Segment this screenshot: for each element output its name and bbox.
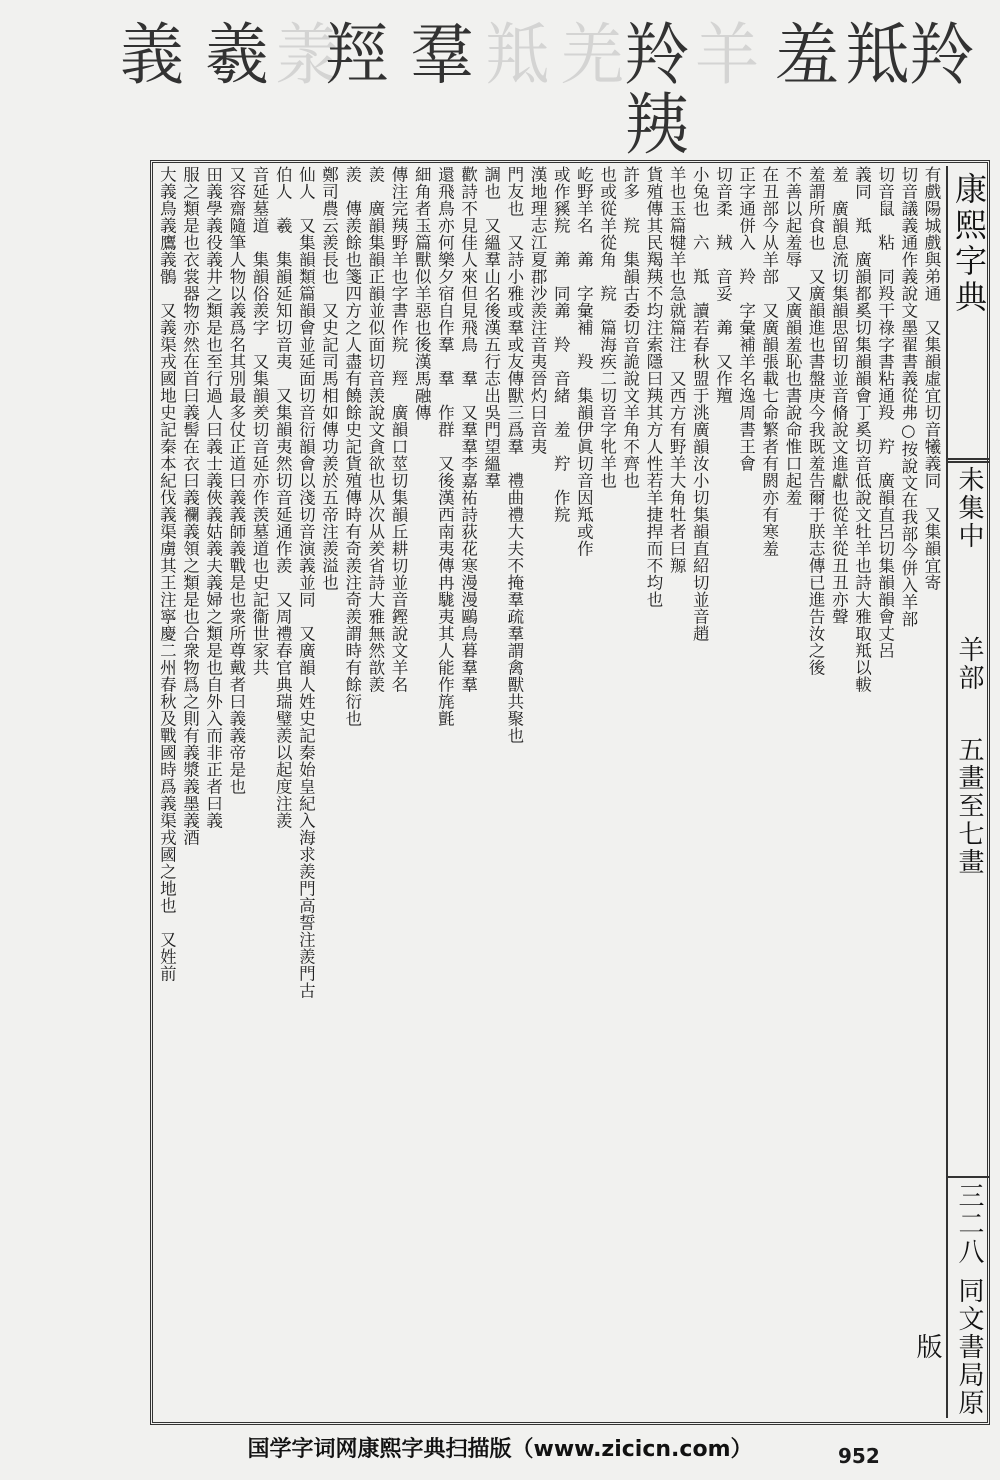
text-column: 許多 羦 集韻古委切音詭說文羊角不齊也 xyxy=(620,166,640,489)
text-column: 屹野羊名 羛 字彙補 羖 集韻伊眞切音因羝或作 xyxy=(574,166,594,557)
page-label: 三二八 xyxy=(954,1182,984,1266)
text-column: 有戲陽城戲與弟通 又集韻虛宜切音犧義同 又集韻宜寄 xyxy=(922,166,941,591)
text-column: 漢地理志江夏郡沙羨注音夷晉灼曰音夷 xyxy=(528,166,548,455)
text-column: 不善以起羞辱 又廣韻羞恥也書說命惟口起羞 xyxy=(782,166,802,506)
text-column: 歡詩不見佳人來但見飛鳥 羣 又羣羣李嘉祐詩荻花寒漫漫鷗鳥暮羣羣 xyxy=(458,166,478,693)
text-column: 傳注完羠野羊也字書作羦 羥 廣韻口莖切集韻丘耕切並音鏗說文羊名 xyxy=(389,166,409,693)
text-column: 羨 傳羨餘也箋四方之人盡有饒餘史記貨殖傳時有奇羨注奇羨謂時有餘衍也 xyxy=(342,166,362,727)
text-column: 也或從羊從角 羦 篇海疾二切音字牝羊也 xyxy=(597,166,617,489)
seal-glyph: 羲 xyxy=(205,17,271,95)
text-column: 羨 廣韻集韻正韻並似面切音羡說文貪欲也从次从羑省詩大雅無然歆羨 xyxy=(365,166,385,693)
text-column: 切音柔 羢 音妥 羛 又作羶 xyxy=(713,166,733,404)
seal-glyph: 羚 xyxy=(625,17,691,95)
text-column: 仙人 又集韻類篇韻會並延面切音衍韻會以淺切音演義並同 又廣韻人姓史記秦始皇紀入海求羨門高誓注羨門古 xyxy=(296,166,316,999)
text-column: 服之類是也衣裳器物亦然在首曰義髻在衣曰義襴義領之類是也合衆物爲之則有義漿義墨義酒 xyxy=(180,166,200,846)
text-column: 切音鼠 粘 同羖干祿字書粘通羖 羜 廣韻直呂切集韻韻會丈呂 xyxy=(875,166,895,659)
text-column: 或作豯羦 羛 同羛 羚 音緒 羞 羜 作羦 xyxy=(551,166,571,523)
text-column: 伯人 羲 集韻延知切音夷 又集韻夷然切音延通作羨 又周禮春官典瑞璧羨以起度注羨 xyxy=(273,166,293,829)
seal-glyph-faint: 羊 xyxy=(695,17,761,95)
seal-glyph: 義 xyxy=(120,17,186,95)
text-column: 切音議義通作義說文墨翟書義從弗○按說文在我部今併入羊部 xyxy=(898,166,918,628)
seal-script-header xyxy=(110,14,976,165)
text-column: 鄭司農云羨長也 又史記司馬相如傳功羨於五帝注羨溢也 xyxy=(319,166,339,591)
text-column: 義同 羝 廣韻都奚切集韻韻會丁奚切音低說文牡羊也詩大雅取羝以軷 xyxy=(852,166,872,693)
text-column: 又容齋隨筆人物以義爲名其別最多仗正道曰義義師義戰是也衆所尊戴者曰義義帝是也 xyxy=(226,166,246,795)
seal-glyph-faint: 羕 xyxy=(275,17,341,95)
text-column: 正字通併入 羚 字彙補羊名逸周書王會 xyxy=(736,166,756,472)
text-column: 羞謂所食也 又廣韻進也書盤庚今我既羞告爾于朕志傳已進告汝之後 xyxy=(806,166,826,676)
text-column: 音延墓道 集韻俗羨字 又集韻羑切音延亦作羡墓道也史記衞世家共 xyxy=(250,166,270,676)
text-column: 田義學義役義井之類是也至行過人曰義士義俠義姑義夫義婦之類是也自外入而非正者曰義 xyxy=(203,166,223,829)
divider xyxy=(948,1176,990,1178)
seal-glyph: 羥 xyxy=(325,17,391,95)
text-column: 細角者玉篇獸似羊惡也後漢馬融傳 xyxy=(412,166,432,421)
seal-glyph: 羠 xyxy=(625,87,691,165)
seal-glyph-faint: 羌 xyxy=(560,17,626,95)
text-column: 大義鳥義鷹義鶻 又義渠戎國地史記秦本紀伐義渠虜其王注寧慶二州春秋及戰國時爲義渠戎國之地也 又姓前 xyxy=(157,166,177,982)
publisher-label: 同文書局原版 xyxy=(912,1277,984,1417)
footer-caption: 国学字词网康熙字典扫描版（www.zicicn.com） xyxy=(247,1437,753,1462)
seal-glyph: 羣 xyxy=(410,17,476,95)
text-columns xyxy=(156,166,944,1418)
radical-label: 羊部 xyxy=(954,636,984,692)
text-column: 貨殖傳其民羯羠不均注索隱曰羠其方人性若羊捷捍而不均也 xyxy=(643,166,663,608)
stroke-range-label: 五畫至七畫 xyxy=(954,736,984,876)
section-label: 未集中 xyxy=(954,466,984,550)
seal-glyph: 羚 xyxy=(910,17,976,95)
text-column: 門友也 又詩小雅或羣或友傳獸三爲羣 禮曲禮大夫不掩羣疏羣謂禽獸共聚也 xyxy=(504,166,524,744)
seal-glyph: 羝 xyxy=(845,17,911,95)
text-column: 羞 廣韻息流切集韻思留切並音脩說文進獻也從羊從丑丑亦聲 xyxy=(829,166,849,625)
text-column: 羊也玉篇犍羊也急就篇注 又西方有野羊大角牡者曰羱 xyxy=(667,166,687,574)
text-column: 小兔也 六 羝 讀若春秋盟于洮廣韻汝小切集韻直紹切並音趙 xyxy=(690,166,710,642)
text-column: 調也 又縕羣山名後漢五行志出吳門望縕羣 xyxy=(481,166,501,489)
seal-glyph-faint: 羝 xyxy=(485,17,551,95)
text-column: 還飛鳥亦何樂夕宿自作羣 羣 作群 又後漢西南夷傳冉駹夷其人能作旄氈 xyxy=(435,166,455,727)
dictionary-text-body xyxy=(156,166,944,1418)
text-column: 在丑部今从羊部 又廣韻張載七命繁者有閼亦有寒羞 xyxy=(759,166,779,557)
seal-glyph: 羞 xyxy=(775,17,841,95)
divider xyxy=(948,458,990,463)
page-number: 952 xyxy=(838,1444,880,1468)
book-title: 康熙字典 xyxy=(950,172,988,316)
